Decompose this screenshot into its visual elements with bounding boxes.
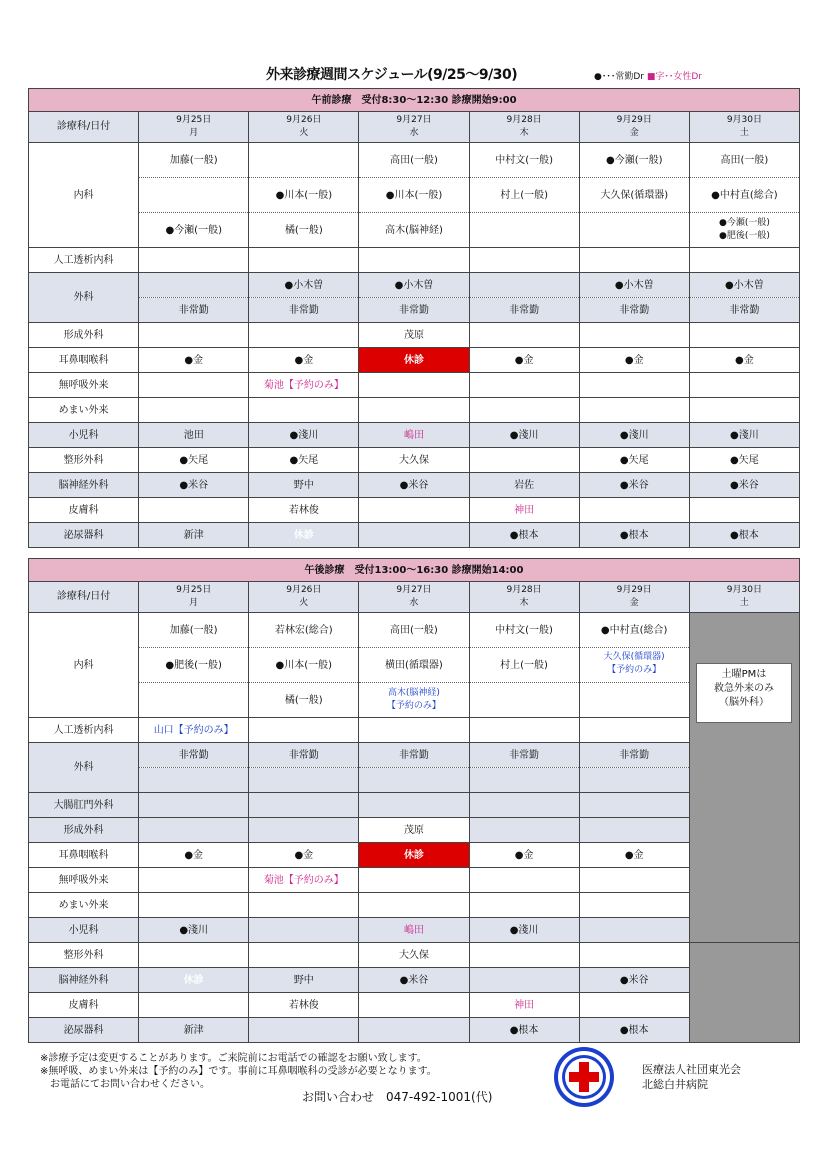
footer-note: お電話にてお問い合わせください。 xyxy=(40,1079,210,1090)
am-geka-row-2 xyxy=(29,298,800,323)
day-header: 9月26日 火 xyxy=(249,112,359,143)
legend xyxy=(594,69,702,82)
am-schedule-table xyxy=(28,88,800,548)
table-cell xyxy=(689,248,799,273)
table-cell: ●米谷 xyxy=(139,473,249,498)
table-cell xyxy=(139,943,249,968)
closed-cell: 休診 xyxy=(249,523,359,548)
table-cell: ●米谷 xyxy=(689,473,799,498)
pm-day-header-row xyxy=(29,582,800,613)
col-label: 診療科/日付 xyxy=(29,582,139,613)
table-cell: 高木(脳神経) xyxy=(359,213,469,248)
table-cell xyxy=(359,893,469,918)
table-cell xyxy=(469,868,579,893)
table-cell xyxy=(579,868,689,893)
table-cell: ●川本(一般) xyxy=(359,178,469,213)
dept-label: 整形外科 xyxy=(29,448,139,473)
table-cell xyxy=(359,683,469,718)
note-line: 救急外来のみ xyxy=(714,683,774,694)
dept-label: 外科 xyxy=(29,743,139,793)
cell-line: 高木(脳神経) xyxy=(387,688,440,698)
table-cell: 大久保 xyxy=(359,448,469,473)
table-cell xyxy=(139,178,249,213)
pm-geka-row-2 xyxy=(29,768,800,793)
pm-keisei-row xyxy=(29,818,800,843)
dept-label: 無呼吸外来 xyxy=(29,868,139,893)
table-cell xyxy=(139,323,249,348)
table-cell: 菊池【予約のみ】 xyxy=(249,373,359,398)
table-cell: 高田(一般) xyxy=(359,613,469,648)
table-cell: ●米谷 xyxy=(359,473,469,498)
dept-label: 耳鼻咽喉科 xyxy=(29,843,139,868)
table-cell xyxy=(359,373,469,398)
day-header: 9月28日 木 xyxy=(469,582,579,613)
day-header: 9月28日 木 xyxy=(469,112,579,143)
table-cell xyxy=(139,893,249,918)
table-cell xyxy=(469,818,579,843)
table-cell: ●淺川 xyxy=(689,423,799,448)
table-cell: ●金 xyxy=(139,348,249,373)
table-cell: ●根本 xyxy=(689,523,799,548)
am-noushin-row xyxy=(29,473,800,498)
table-cell xyxy=(139,793,249,818)
table-cell xyxy=(579,918,689,943)
col-label: 診療科/日付 xyxy=(29,112,139,143)
day-header: 9月27日 水 xyxy=(359,112,469,143)
table-cell: 茂原 xyxy=(359,323,469,348)
table-cell: 若林俊 xyxy=(249,993,359,1018)
table-cell: ●根本 xyxy=(469,523,579,548)
table-cell: 岩佐 xyxy=(469,473,579,498)
table-cell xyxy=(469,273,579,298)
saturday-pm-closed xyxy=(689,943,799,1043)
am-jibi-row xyxy=(29,348,800,373)
table-cell xyxy=(249,323,359,348)
pm-hifu-row xyxy=(29,993,800,1018)
table-cell: 神田 xyxy=(469,498,579,523)
table-cell: ●金 xyxy=(689,348,799,373)
table-cell: 嶋田 xyxy=(359,423,469,448)
cell-line: 【予約のみ】 xyxy=(607,665,662,675)
table-cell: ●中村直(総合) xyxy=(579,613,689,648)
table-cell: ●淺川 xyxy=(579,423,689,448)
table-cell: ●淺川 xyxy=(469,423,579,448)
table-cell xyxy=(249,793,359,818)
pm-dialysis-row xyxy=(29,718,800,743)
table-cell xyxy=(579,323,689,348)
am-dialysis-row xyxy=(29,248,800,273)
table-cell: 非常勤 xyxy=(249,298,359,323)
table-cell xyxy=(689,398,799,423)
day-header: 9月26日 火 xyxy=(249,582,359,613)
table-cell: 村上(一般) xyxy=(469,648,579,683)
table-cell: ●淺川 xyxy=(139,918,249,943)
table-cell xyxy=(469,398,579,423)
closed-cell: 休診 xyxy=(359,843,469,868)
table-cell xyxy=(249,398,359,423)
am-header: 午前診療 受付8:30～12:30 診療開始9:00 xyxy=(29,89,800,112)
table-cell: ●今瀬(一般) xyxy=(579,143,689,178)
title-row xyxy=(0,64,826,84)
table-cell xyxy=(579,768,689,793)
table-cell: 菊池【予約のみ】 xyxy=(249,868,359,893)
pm-geka-row-1 xyxy=(29,743,800,768)
table-cell: 非常勤 xyxy=(359,743,469,768)
table-cell xyxy=(249,918,359,943)
closed-cell: 休診 xyxy=(359,348,469,373)
table-cell: 山口【予約のみ】 xyxy=(139,718,249,743)
table-cell: ●米谷 xyxy=(579,968,689,993)
am-memai-row xyxy=(29,398,800,423)
dept-label: 無呼吸外来 xyxy=(29,373,139,398)
table-cell xyxy=(139,373,249,398)
table-cell xyxy=(469,373,579,398)
table-cell: 非常勤 xyxy=(689,298,799,323)
saturday-pm-closed xyxy=(689,613,799,943)
dept-label: 人工透析内科 xyxy=(29,718,139,743)
table-cell xyxy=(689,213,799,248)
table-cell: 非常勤 xyxy=(139,298,249,323)
dept-label: 皮膚科 xyxy=(29,498,139,523)
table-cell xyxy=(139,868,249,893)
day-header: 9月29日 金 xyxy=(579,582,689,613)
pm-seikei-row xyxy=(29,943,800,968)
dept-label: 外科 xyxy=(29,273,139,323)
table-cell xyxy=(579,793,689,818)
table-cell: ●矢尾 xyxy=(689,448,799,473)
table-cell xyxy=(249,143,359,178)
table-cell: 神田 xyxy=(469,993,579,1018)
table-cell: 村上(一般) xyxy=(469,178,579,213)
table-cell xyxy=(469,893,579,918)
table-cell xyxy=(469,718,579,743)
table-cell: 非常勤 xyxy=(249,743,359,768)
cell-line: ●肥後(一般) xyxy=(718,231,770,241)
table-cell xyxy=(469,448,579,473)
table-cell: ●金 xyxy=(579,843,689,868)
table-cell xyxy=(579,683,689,718)
table-cell xyxy=(249,248,359,273)
table-cell: ●金 xyxy=(469,843,579,868)
table-cell: 横田(循環器) xyxy=(359,648,469,683)
pm-hinyo-row xyxy=(29,1018,800,1043)
legend-regular: ●･･･常勤Dr xyxy=(594,72,644,82)
dept-label: 内科 xyxy=(29,613,139,718)
organization xyxy=(642,1062,741,1092)
table-cell: ●小木曽 xyxy=(689,273,799,298)
table-cell: 加藤(一般) xyxy=(139,613,249,648)
am-shoni-row xyxy=(29,423,800,448)
note-line: （脳外科） xyxy=(719,697,769,708)
dept-label: めまい外来 xyxy=(29,893,139,918)
table-cell xyxy=(139,768,249,793)
table-cell: ●淺川 xyxy=(469,918,579,943)
am-seikei-row xyxy=(29,448,800,473)
table-cell: 非常勤 xyxy=(469,298,579,323)
table-cell: ●米谷 xyxy=(579,473,689,498)
footer-notes xyxy=(40,1052,437,1091)
dept-label: 泌尿器科 xyxy=(29,523,139,548)
table-cell xyxy=(249,818,359,843)
table-cell xyxy=(469,768,579,793)
table-cell: 高田(一般) xyxy=(359,143,469,178)
day-header: 9月29日 金 xyxy=(579,112,689,143)
table-cell: ●中村直(総合) xyxy=(689,178,799,213)
table-cell xyxy=(359,793,469,818)
table-cell xyxy=(469,323,579,348)
table-cell: 非常勤 xyxy=(469,743,579,768)
table-cell: 大久保(循環器) xyxy=(579,178,689,213)
pm-memai-row xyxy=(29,893,800,918)
pm-shoni-row xyxy=(29,918,800,943)
table-cell: 非常勤 xyxy=(579,743,689,768)
dept-label: 形成外科 xyxy=(29,323,139,348)
table-cell: ●金 xyxy=(249,843,359,868)
table-cell: 新津 xyxy=(139,1018,249,1043)
table-cell xyxy=(579,398,689,423)
closed-cell: 休診 xyxy=(139,968,249,993)
saturday-pm-note xyxy=(696,663,792,723)
table-cell: 非常勤 xyxy=(139,743,249,768)
table-cell xyxy=(359,1018,469,1043)
table-cell xyxy=(359,768,469,793)
table-cell xyxy=(249,768,359,793)
page-title: 外来診療週間スケジュール(9/25～9/30) xyxy=(266,67,518,83)
dept-label: 脳神経外科 xyxy=(29,968,139,993)
table-cell xyxy=(579,993,689,1018)
table-cell xyxy=(249,893,359,918)
footer-note: ※無呼吸、めまい外来は【予約のみ】です。事前に耳鼻咽喉科の受診が必要となります。 xyxy=(40,1066,437,1077)
day-header: 9月25日 月 xyxy=(139,582,249,613)
table-cell: 新津 xyxy=(139,523,249,548)
table-cell: ●金 xyxy=(469,348,579,373)
table-cell: 加藤(一般) xyxy=(139,143,249,178)
day-header: 9月30日 土 xyxy=(689,582,799,613)
table-cell xyxy=(469,793,579,818)
table-cell xyxy=(359,523,469,548)
dept-label: 人工透析内科 xyxy=(29,248,139,273)
table-cell: ●根本 xyxy=(579,1018,689,1043)
table-cell: 大久保 xyxy=(359,943,469,968)
am-geka-row-1 xyxy=(29,273,800,298)
dept-label: 内科 xyxy=(29,143,139,248)
table-cell: ●矢尾 xyxy=(579,448,689,473)
pm-mukokyu-row xyxy=(29,868,800,893)
table-cell xyxy=(139,498,249,523)
table-cell: 野中 xyxy=(249,968,359,993)
am-naika-row-3 xyxy=(29,213,800,248)
dept-label: 小児科 xyxy=(29,918,139,943)
am-day-header-row xyxy=(29,112,800,143)
footer-note: ※診療予定は変更することがあります。ご来院前にお電話での確認をお願い致します。 xyxy=(40,1053,427,1064)
table-cell xyxy=(139,273,249,298)
table-cell xyxy=(469,968,579,993)
note-line: 土曜PMは xyxy=(721,669,767,680)
day-header: 9月25日 月 xyxy=(139,112,249,143)
table-cell xyxy=(139,248,249,273)
table-cell: ●矢尾 xyxy=(249,448,359,473)
table-cell: ●矢尾 xyxy=(139,448,249,473)
table-cell xyxy=(579,498,689,523)
am-hifu-row xyxy=(29,498,800,523)
pm-noushin-row xyxy=(29,968,800,993)
cell-line: 大久保(循環器) xyxy=(603,652,665,662)
table-cell: ●金 xyxy=(139,843,249,868)
pm-naika-row-2 xyxy=(29,648,800,683)
table-cell xyxy=(359,868,469,893)
am-mukokyu-row xyxy=(29,373,800,398)
table-cell: 嶋田 xyxy=(359,918,469,943)
table-cell: 中村文(一般) xyxy=(469,613,579,648)
table-cell xyxy=(249,943,359,968)
pm-jibi-row xyxy=(29,843,800,868)
contact-phone: お問い合わせ 047-492-1001(代) xyxy=(302,1090,493,1104)
dept-label: 耳鼻咽喉科 xyxy=(29,348,139,373)
table-cell: ●米谷 xyxy=(359,968,469,993)
am-keisei-row xyxy=(29,323,800,348)
table-cell: 非常勤 xyxy=(579,298,689,323)
table-cell xyxy=(689,498,799,523)
dept-label: 皮膚科 xyxy=(29,993,139,1018)
table-cell xyxy=(469,248,579,273)
pm-header: 午後診療 受付13:00～16:30 診療開始14:00 xyxy=(29,559,800,582)
table-cell xyxy=(359,718,469,743)
pm-naika-row-3 xyxy=(29,683,800,718)
table-cell xyxy=(359,993,469,1018)
pm-daicho-row xyxy=(29,793,800,818)
table-cell: 茂原 xyxy=(359,818,469,843)
table-cell xyxy=(579,213,689,248)
table-cell: 池田 xyxy=(139,423,249,448)
table-cell xyxy=(359,498,469,523)
table-cell xyxy=(579,893,689,918)
cell-line: ●今瀬(一般) xyxy=(718,218,770,228)
org-name: 医療法人社団東光会 xyxy=(642,1063,741,1076)
day-header: 9月27日 水 xyxy=(359,582,469,613)
table-cell: ●淺川 xyxy=(249,423,359,448)
pm-schedule-table xyxy=(28,558,800,1043)
table-cell: ●根本 xyxy=(469,1018,579,1043)
table-cell: 橘(一般) xyxy=(249,683,359,718)
table-cell: ●小木曽 xyxy=(249,273,359,298)
day-header: 9月30日 土 xyxy=(689,112,799,143)
table-cell xyxy=(139,398,249,423)
dept-label: 整形外科 xyxy=(29,943,139,968)
table-cell: 高田(一般) xyxy=(689,143,799,178)
table-cell: ●金 xyxy=(579,348,689,373)
table-cell xyxy=(689,373,799,398)
table-cell: ●金 xyxy=(249,348,359,373)
table-cell: 若林俊 xyxy=(249,498,359,523)
am-hinyo-row xyxy=(29,523,800,548)
dept-label: 泌尿器科 xyxy=(29,1018,139,1043)
table-cell xyxy=(579,718,689,743)
red-cross-logo-icon xyxy=(552,1045,616,1109)
dept-label: 小児科 xyxy=(29,423,139,448)
table-cell: ●川本(一般) xyxy=(249,648,359,683)
table-cell: 橘(一般) xyxy=(249,213,359,248)
legend-female: ■字･･女性Dr xyxy=(646,72,702,82)
table-cell xyxy=(579,818,689,843)
table-cell: ●小木曽 xyxy=(579,273,689,298)
table-cell xyxy=(579,943,689,968)
table-cell xyxy=(249,718,359,743)
table-cell xyxy=(579,373,689,398)
table-cell xyxy=(469,943,579,968)
am-naika-row-2 xyxy=(29,178,800,213)
table-cell: 中村文(一般) xyxy=(469,143,579,178)
table-cell xyxy=(249,1018,359,1043)
dept-label: めまい外来 xyxy=(29,398,139,423)
pm-naika-row-1 xyxy=(29,613,800,648)
dept-label: 大腸肛門外科 xyxy=(29,793,139,818)
hospital-name: 北総白井病院 xyxy=(642,1078,708,1091)
dept-label: 脳神経外科 xyxy=(29,473,139,498)
table-cell xyxy=(469,683,579,718)
table-cell xyxy=(359,398,469,423)
table-cell xyxy=(139,818,249,843)
am-naika-row-1 xyxy=(29,143,800,178)
table-cell xyxy=(579,248,689,273)
table-cell: ●小木曽 xyxy=(359,273,469,298)
table-cell: ●根本 xyxy=(579,523,689,548)
table-cell: ●今瀬(一般) xyxy=(139,213,249,248)
table-cell xyxy=(359,248,469,273)
table-cell xyxy=(689,323,799,348)
table-cell: ●川本(一般) xyxy=(249,178,359,213)
table-cell xyxy=(579,648,689,683)
table-cell: 非常勤 xyxy=(359,298,469,323)
table-cell xyxy=(469,213,579,248)
table-cell: ●肥後(一般) xyxy=(139,648,249,683)
table-cell: 若林宏(総合) xyxy=(249,613,359,648)
table-cell xyxy=(139,683,249,718)
cell-line: 【予約のみ】 xyxy=(386,701,441,711)
table-cell xyxy=(139,993,249,1018)
dept-label: 形成外科 xyxy=(29,818,139,843)
table-cell: 野中 xyxy=(249,473,359,498)
